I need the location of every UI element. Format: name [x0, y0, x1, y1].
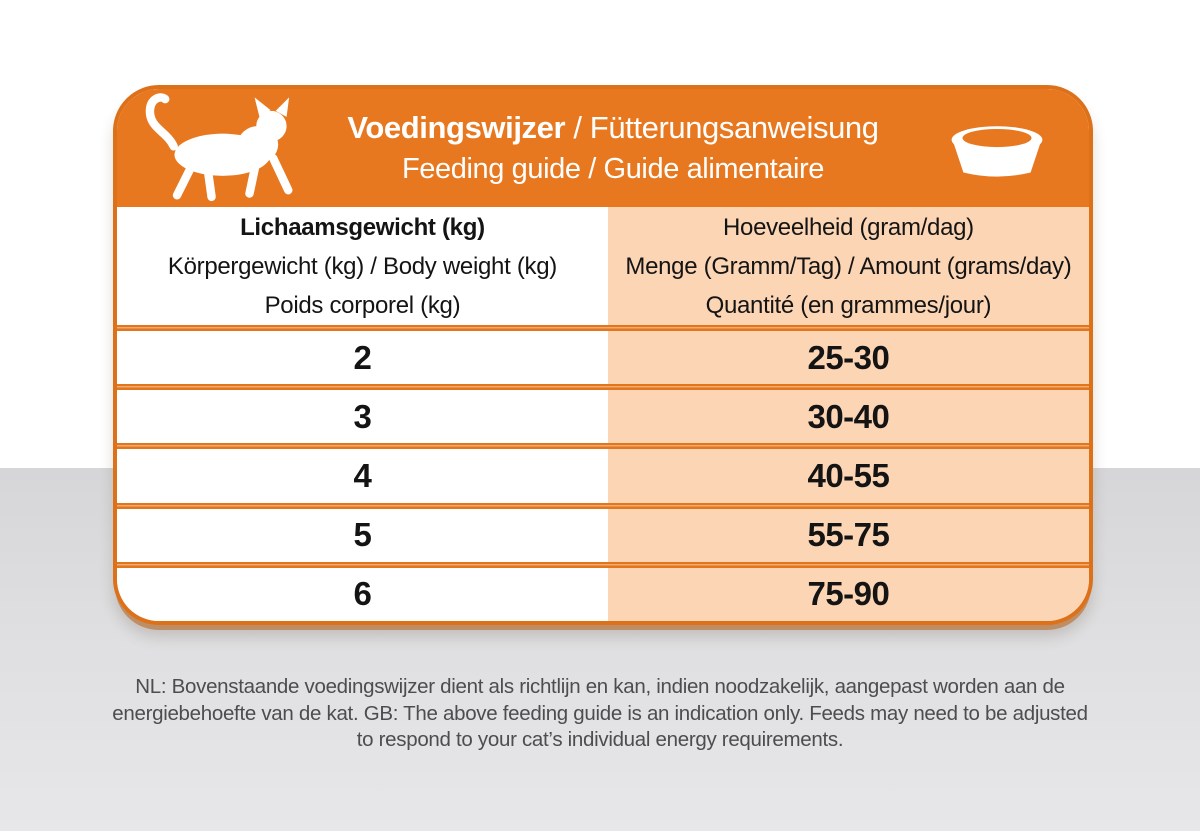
- weight-cell: 4: [117, 449, 608, 502]
- header-titles: [322, 110, 904, 186]
- amount-header-line-3: Quantité (en grammes/jour): [705, 291, 992, 319]
- weight-cell: 2: [117, 331, 608, 384]
- disclaimer-text: [0, 674, 1200, 754]
- weight-cell: 3: [117, 390, 608, 443]
- weight-header-line-2: Körpergewicht (kg) / Body weight (kg): [167, 252, 557, 280]
- weight-column-header: [117, 207, 608, 325]
- table-row: [117, 390, 1089, 443]
- amount-cell: 75-90: [608, 568, 1089, 621]
- amount-cell: 25-30: [608, 331, 1089, 384]
- header-title-secondary: / Fütterungsanweisung: [565, 110, 879, 145]
- feeding-guide-card: [113, 85, 1093, 625]
- amount-header-line-2: Menge (Gramm/Tag) / Amount (grams/day): [625, 252, 1072, 280]
- amount-cell: 40-55: [608, 449, 1089, 502]
- weight-cell: 5: [117, 509, 608, 562]
- weight-cell: 6: [117, 568, 608, 621]
- weight-header-line-1: Lichaamsgewicht (kg): [240, 213, 485, 241]
- table-header-row: [117, 207, 1089, 325]
- table-row: [117, 331, 1089, 384]
- amount-cell: 55-75: [608, 509, 1089, 562]
- weight-header-line-3: Poids corporel (kg): [264, 291, 461, 319]
- header-subtitle: Feeding guide / Guide alimentaire: [401, 153, 825, 185]
- amount-cell: 30-40: [608, 390, 1089, 443]
- amount-header-line-1: Hoeveelheid (gram/dag): [722, 213, 974, 241]
- disclaimer-line-2: energiebehoefte van de kat. GB: The above feeding guide is an indication only. Feeds may need to be adjusted: [112, 701, 1088, 725]
- header-title: [322, 110, 904, 146]
- header-title-primary: Voedingswijzer: [347, 110, 566, 145]
- table-row: [117, 449, 1089, 502]
- table-row: [117, 568, 1089, 621]
- table-row: [117, 509, 1089, 562]
- pet-food-bowl-icon: [904, 112, 1089, 184]
- card-header: [117, 89, 1089, 207]
- amount-column-header: [608, 207, 1089, 325]
- walking-cat-icon: [117, 89, 322, 207]
- disclaimer-line-3: to respond to your cat’s individual energy requirements.: [356, 728, 844, 751]
- disclaimer-line-1: NL: Bovenstaande voedingswijzer dient als richtlijn en kan, indien noodzakelijk, aangepast worden aan de: [135, 675, 1065, 698]
